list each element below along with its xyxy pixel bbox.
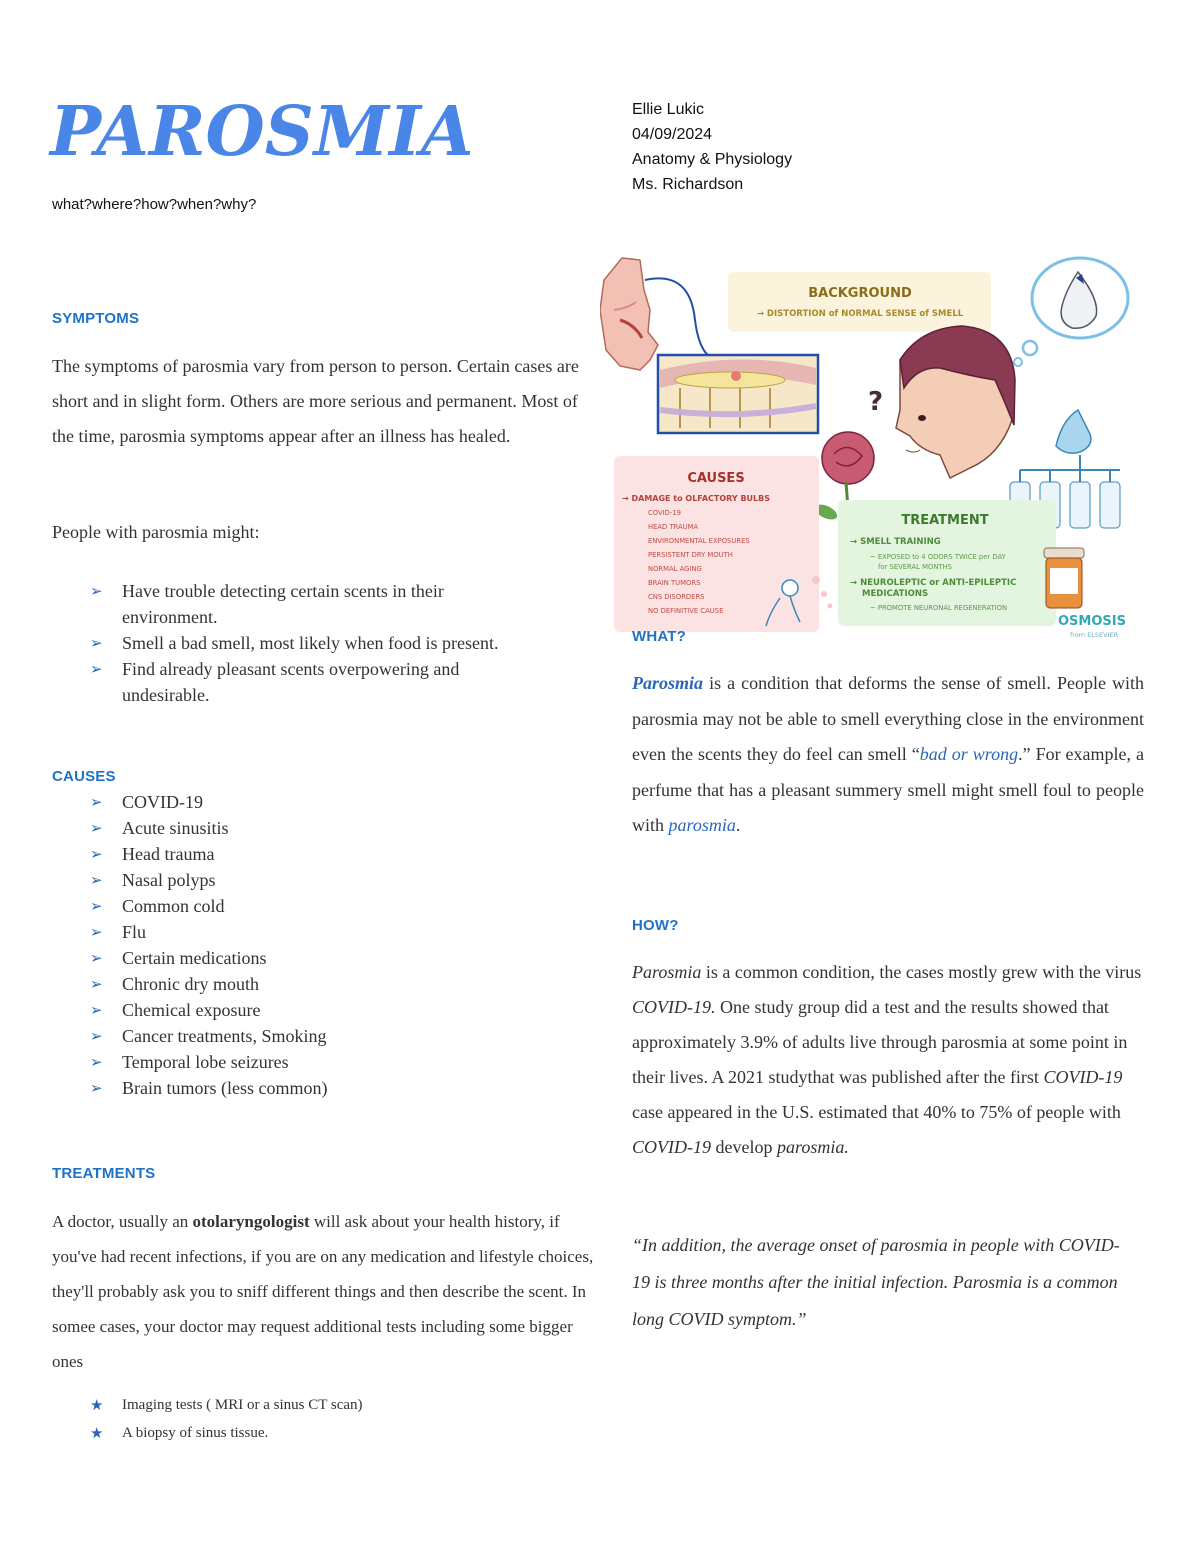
what-heading: WHAT? <box>632 628 687 645</box>
arrow-bullet-icon: ➢ <box>90 923 103 941</box>
how-heading: HOW? <box>632 917 679 934</box>
symptoms-paragraph: The symptoms of parosmia vary from person to person. Certain cases are short and in slight form. Others are more serious and permanent. Most of the time, parosmia symptoms appear after an illness has healed. <box>52 356 579 446</box>
list-item: ➢ Find already pleasant scents overpowering and undesirable. <box>52 656 522 708</box>
infographic-cause-item: ENVIRONMENTAL EXPOSURES <box>648 537 750 545</box>
term-parosmia: Parosmia <box>632 673 704 693</box>
author-block <box>632 97 792 197</box>
symptoms-intro: People with parosmia might: <box>52 522 260 542</box>
osmosis-logo: OSMOSIS <box>1058 614 1126 629</box>
infographic-causes-title: CAUSES <box>687 471 745 486</box>
list-item: ➢ Temporal lobe seizures <box>52 1049 552 1075</box>
document-subtitle: what?where?how?when?why? <box>52 196 257 213</box>
background-title: BACKGROUND <box>808 286 912 301</box>
arrow-bullet-icon: ➢ <box>90 975 103 993</box>
infographic-treatment-2-detail: ~ PROMOTE NEURONAL REGENERATION <box>870 604 1008 612</box>
list-item: ➢ Have trouble detecting certain scents in their environment. <box>52 578 522 630</box>
quoted-phrase: bad or wrong <box>919 744 1019 764</box>
document-title: PAROSMIA <box>50 92 474 172</box>
background-text: → DISTORTION of NORMAL SENSE of SMELL <box>756 309 964 319</box>
document-date: 04/09/2024 <box>632 126 713 143</box>
arrow-bullet-icon: ➢ <box>90 949 103 967</box>
list-item: ➢ Certain medications <box>52 945 552 971</box>
list-item: ➢ Smell a bad smell, most likely when food is present. <box>52 630 522 656</box>
list-item: ➢ Chronic dry mouth <box>52 971 552 997</box>
star-bullet-icon: ★ <box>90 1396 104 1414</box>
arrow-bullet-icon: ➢ <box>90 871 103 889</box>
what-paragraph: Parosmia is a condition that deforms the sense of smell. People with parosmia may not be able to smell everything close in the environment even the scents they do feel can smell “bad or wrong.” For example, a perfume that has a pleasant summery smell might smell foul to people with parosmia. <box>632 673 1144 835</box>
infographic-treatment-2: MEDICATIONS <box>862 589 929 599</box>
parosmia-infographic <box>600 250 1135 642</box>
treatments-heading: TREATMENTS <box>52 1165 156 1182</box>
treatments-paragraph: A doctor, usually an otolaryngologist will ask about your health history, if you've had recent infections, if you are on any medication and lifestyle choices, they'll probably ask you to sniff different things and then describe the scent. In somee cases, your doctor may request additional tests including some bigger ones <box>52 1212 594 1371</box>
olfactory-epithelium-icon <box>658 355 818 433</box>
list-item: ➢ Common cold <box>52 893 552 919</box>
symptoms-list <box>52 578 522 708</box>
how-paragraph: Parosmia is a common condition, the cases mostly grew with the virus COVID-19. One study group did a test and the results showed that approximately 3.9% of adults live through parosmia at some point in their lives. A 2021 studythat was published after the first COVID-19 case appeared in the U.S. estimated that 40% to 75% of people with COVID-19 develop parosmia. <box>632 962 1142 1157</box>
quote-block: “In addition, the average onset of parosmia in people with COVID-19 is three months after the initial infection. Parosmia is a common long COVID symptom.” <box>632 1235 1120 1329</box>
nose-icon <box>1056 410 1091 453</box>
list-item: ➢ COVID-19 <box>52 789 552 815</box>
author-name: Ellie Lukic <box>632 101 705 118</box>
star-bullet-icon: ★ <box>90 1424 104 1442</box>
arrow-bullet-icon: ➢ <box>90 819 103 837</box>
causes-list <box>52 789 552 1101</box>
question-mark-text: ? <box>868 387 884 417</box>
specialist-term: otolaryngologist <box>192 1212 310 1231</box>
causes-heading: CAUSES <box>52 768 116 785</box>
infographic-cause-item: COVID-19 <box>648 509 681 517</box>
arrow-bullet-icon: ➢ <box>90 897 103 915</box>
teacher-name: Ms. Richardson <box>632 176 744 193</box>
course-name: Anatomy & Physiology <box>632 151 793 168</box>
infographic-cause-item: BRAIN TUMORS <box>648 579 701 587</box>
list-item: ★ A biopsy of sinus tissue. <box>52 1419 552 1447</box>
symptoms-heading: SYMPTOMS <box>52 310 140 327</box>
list-item: ➢ Nasal polyps <box>52 867 552 893</box>
list-item: ➢ Chemical exposure <box>52 997 552 1023</box>
arrow-bullet-icon: ➢ <box>90 1053 103 1071</box>
infographic-treatment-1-detail: for SEVERAL MONTHS <box>878 563 952 571</box>
list-item: ➢ Cancer treatments, Smoking <box>52 1023 552 1049</box>
list-item: ➢ Brain tumors (less common) <box>52 1075 552 1101</box>
list-item: ➢ Acute sinusitis <box>52 815 552 841</box>
osmosis-logo-sub: from ELSEVIER <box>1070 631 1119 639</box>
arrow-bullet-icon: ➢ <box>90 1001 103 1019</box>
infographic-cause-item: HEAD TRAUMA <box>648 523 699 531</box>
infographic-treatment-1-detail: ~ EXPOSED to 4 ODORS TWICE per DAY <box>870 553 1006 561</box>
infographic-cause-item: NO DEFINITIVE CAUSE <box>648 607 724 615</box>
infographic-cause-item: PERSISTENT DRY MOUTH <box>648 551 733 559</box>
infographic-cause-item: CNS DISORDERS <box>648 593 705 601</box>
arrow-bullet-icon: ➢ <box>90 1027 103 1045</box>
tests-list <box>52 1391 552 1447</box>
pill-bottle-icon <box>1044 548 1084 608</box>
infographic-illustration <box>600 250 1135 642</box>
term-parosmia-2: parosmia <box>668 815 736 835</box>
arrow-bullet-icon: ➢ <box>90 660 103 678</box>
list-item: ➢ Flu <box>52 919 552 945</box>
infographic-treatment-title: TREATMENT <box>901 513 989 528</box>
arrow-bullet-icon: ➢ <box>90 793 103 811</box>
arrow-bullet-icon: ➢ <box>90 582 103 600</box>
infographic-cause-item: NORMAL AGING <box>648 565 702 573</box>
list-item: ➢ Head trauma <box>52 841 552 867</box>
list-item: ★ Imaging tests ( MRI or a sinus CT scan) <box>52 1391 552 1419</box>
arrow-bullet-icon: ➢ <box>90 1079 103 1097</box>
thought-bubble-icon <box>1014 258 1128 366</box>
head-anatomy-icon <box>600 258 658 370</box>
person-icon <box>896 326 1015 478</box>
arrow-bullet-icon: ➢ <box>90 845 103 863</box>
arrow-bullet-icon: ➢ <box>90 634 103 652</box>
infographic-treatment-1: → SMELL TRAINING <box>850 537 941 547</box>
infographic-causes-lead: → DAMAGE to OLFACTORY BULBS <box>622 494 771 503</box>
infographic-treatment-2: → NEUROLEPTIC or ANTI-EPILEPTIC <box>850 578 1017 588</box>
